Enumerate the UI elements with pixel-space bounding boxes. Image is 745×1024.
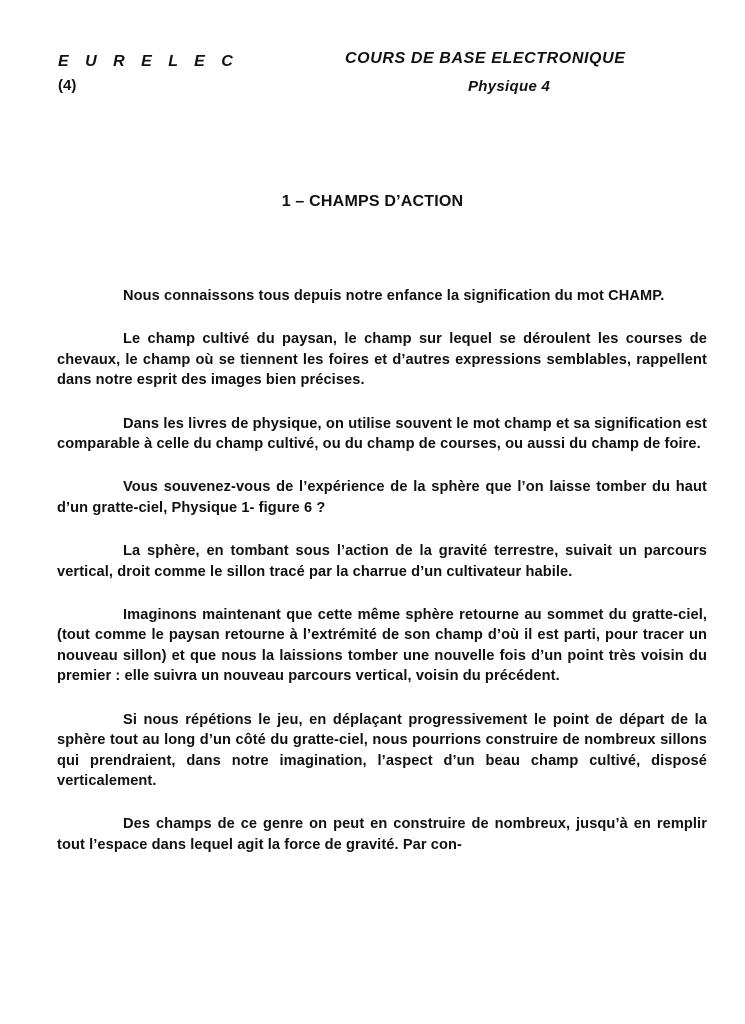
paragraph: Des champs de ce genre on peut en construire de nombreux, jusqu’à en remplir tout l’espace dans lequel agit la force de gravité. Par con- <box>57 816 707 853</box>
body-text <box>57 286 707 878</box>
section-title: 1 – CHAMPS D’ACTION <box>281 193 464 210</box>
paragraph: La sphère, en tombant sous l’action de la gravité terrestre, suivait un parcours vertical, droit comme le sillon tracé par la charrue d’un cultivateur habile. <box>57 543 707 580</box>
lesson-label: Physique 4 <box>468 78 551 95</box>
paragraph: Si nous répétions le jeu, en déplaçant progressivement le point de départ de la sphère tout au long d’un côté du gratte-ciel, nous pourrions construire de nombreux sillons qui prendraient, dans notre imagination, l’aspect d’un beau champ cultivé, disposé verticalement. <box>57 711 707 789</box>
paragraph: Nous connaissons tous depuis notre enfance la signification du mot CHAMP. <box>123 288 665 304</box>
brand-name: E U R E L E C <box>58 53 239 70</box>
paragraph: Dans les livres de physique, on utilise souvent le mot champ et sa signification est comparable à celle du champ cultivé, ou du champ de courses, ou aussi du champ de foire. <box>57 415 707 453</box>
paragraph: Le champ cultivé du paysan, le champ sur lequel se déroulent les courses de chevaux, le champ où se tiennent les foires et d’autres expressions semblables, rappellent dans notre esprit des images bien précises. <box>57 331 707 389</box>
paragraph: Vous souvenez-vous de l’expérience de la sphère que l’on laisse tomber du haut d’un gratte-ciel, Physique 1- figure 6 ? <box>57 479 707 516</box>
paragraph: Imaginons maintenant que cette même sphère retourne au sommet du gratte-ciel, (tout comme le paysan retourne à l’extrémité de son champ d’où il est parti, pour tracer un nouveau sillon) et que nous la laissions tomber une nouvelle fois d’un point très voisin du premier : elle suivra un nouveau parcours vertical, voisin du précédent. <box>57 607 707 685</box>
volume-number: (4) <box>58 77 77 94</box>
course-title: COURS DE BASE ELECTRONIQUE <box>345 50 626 67</box>
